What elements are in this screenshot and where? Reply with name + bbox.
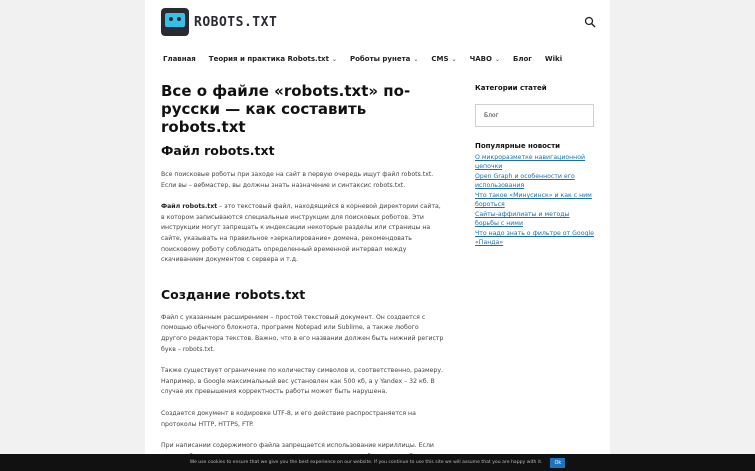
paragraph: Также существует ограничение по количеству символов и, соответственно, размеру. Например, в Google максимальный вес установлен как 500 кб, а у Yandex – 32 кб. В случае их превышения корректность работы может быть нарушена.	[161, 367, 443, 396]
chevron-down-icon: ⌄	[331, 55, 337, 63]
sidebar	[475, 84, 594, 249]
nav-item-theory[interactable]: Теория и практика Robots.txt ⌄	[208, 55, 337, 63]
nav-item-wiki[interactable]: Wiki	[544, 55, 563, 63]
paragraph: Все поисковые роботы при заходе на сайт в первую очередь ищут файл robots.txt. Если вы – вебмастер, вы должны знать назначение и синтаксис robots.txt.	[161, 171, 434, 189]
news-link[interactable]: Open Graph и особенности его использования	[475, 173, 575, 189]
site-logo[interactable]	[161, 8, 277, 36]
news-link[interactable]: Что надо знать о фильтре от Google «Панда»	[475, 230, 594, 247]
bold-term: Файл robots.txt	[161, 203, 218, 211]
section-heading: Создание robots.txt	[161, 286, 306, 302]
paragraph: При написании содержимого файла запрещается использование кириллицы. Если	[161, 442, 434, 450]
section-heading: Файл robots.txt	[161, 143, 275, 158]
news-link[interactable]: Сайты-аффилиаты и методы борьбы с ними	[475, 211, 570, 228]
page-title: Все о файле «robots.txt» по-русски — как составить robots.txt	[161, 82, 411, 136]
chevron-down-icon: ⌄	[494, 55, 500, 63]
news-link[interactable]: О микроразметке навигационной цепочки	[475, 154, 586, 170]
chevron-down-icon: ⌄	[413, 55, 419, 63]
page	[145, 0, 610, 471]
paragraph: Создается документ в кодировке UTF-8, и его действие распространяется на протоколы HTTP, HTTPS, FTP.	[161, 409, 416, 428]
site-header	[145, 0, 610, 44]
news-title: Популярные новости	[475, 142, 561, 150]
main-nav	[163, 55, 575, 63]
logo-text: ROBOTS.TXT	[194, 14, 278, 30]
cookie-ok-button[interactable]: Ok	[550, 458, 565, 468]
nav-item-blog[interactable]: Блог	[512, 55, 532, 63]
news-link[interactable]: Что такое «Минусинск» и как с ним бороться	[475, 192, 592, 208]
chevron-down-icon: ⌄	[451, 55, 457, 63]
category-select[interactable]: Блог	[475, 104, 594, 127]
robot-logo-icon	[161, 8, 189, 36]
article	[161, 82, 444, 471]
nav-item-faq[interactable]: ЧАВО ⌄	[469, 55, 500, 63]
nav-item-robots[interactable]: Роботы рунета ⌄	[349, 55, 419, 63]
nav-item-cms[interactable]: CMS ⌄	[431, 55, 457, 63]
paragraph: Файл с указанным расширением – простой текстовый документ. Он создается с помощью обычного блокнота, программ Notepad или Sublime, а также любого другого редактора текстов. Важно, что в его названии должен быть нижний регистр букв – robots.txt.	[161, 313, 444, 353]
paragraph-text: – это текстовый файл, находящийся в корневой директории сайта, в котором записываются специальные инструкции для поисковых роботов. Эти инструкции могут запрещать к индексации некоторые разделы или страницы на сайте, указывать на правильное «зеркалирование» домена, рекомендовать поисковому роботу соблюдать определенный временной интервал между скачиванием документов с сервера и т.д.	[161, 203, 441, 264]
news-list	[475, 154, 594, 248]
nav-item-home[interactable]: Главная	[163, 55, 196, 63]
categories-title: Категории статей	[475, 84, 547, 92]
paragraph	[161, 202, 444, 266]
search-icon[interactable]	[584, 16, 596, 28]
cookie-bar	[0, 454, 755, 471]
cookie-text: We use cookies to ensure that we give you the best experience on our website. If you continue to use this site we will assume that you are happy with it.	[189, 460, 543, 465]
